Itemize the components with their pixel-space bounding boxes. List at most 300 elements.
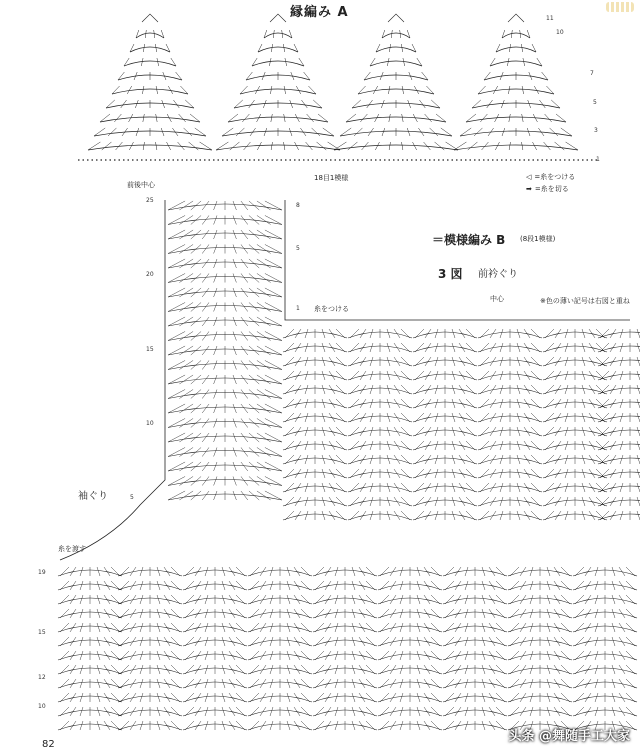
stitch-mark [415,413,424,422]
stitch-mark [507,58,509,66]
stitch-mark [60,623,69,632]
stitch-mark [352,581,355,590]
stitch-arc [370,61,422,66]
stitch-mark [517,441,520,450]
stitch-mark [171,693,180,702]
stitch-mark [269,58,271,66]
stitch-mark [241,201,248,210]
stitch-mark [350,399,359,408]
stitch-mark [620,511,623,520]
corner-logo [606,2,634,12]
stitch-mark [168,491,185,500]
stitch-mark [305,371,308,380]
stitch-mark [620,455,623,464]
stitch-mark [480,469,489,478]
stitch-mark [284,114,285,122]
stitch-mark [517,497,520,506]
stitch-mark [250,637,259,646]
stitch-mark [466,371,475,380]
stitch-mark [322,455,325,464]
stitch-mark [287,623,290,632]
stitch-mark [336,497,345,506]
picot-mark [388,14,404,22]
stitch-mark [154,30,155,38]
stitch-mark [366,623,375,632]
stitch-mark [565,371,568,380]
stitch-mark [301,665,310,674]
stitch-mark [370,343,373,352]
edge-row-number: 5 [593,99,597,106]
stitch-mark [270,581,273,590]
stitch-mark [466,441,475,450]
stitch-mark [415,511,424,520]
stitch-mark [322,427,325,436]
stitch-mark [265,491,282,500]
stitch-mark [214,419,217,428]
stitch-mark [435,497,438,506]
stitch-mark [241,303,248,312]
stitch-mark [415,371,424,380]
stitch-mark [222,707,225,716]
stitch-mark [352,623,355,632]
stitch-mark [500,385,503,394]
stitch-mark [350,357,359,366]
stitch-mark [561,665,570,674]
stitch-mark [380,679,389,688]
stitch-mark [582,469,585,478]
stitch-mark [80,651,83,660]
stitch-mark [522,142,523,150]
stitch-mark [205,609,208,618]
stitch-mark [413,142,417,150]
stitch-mark [417,665,420,674]
stitch-mark [202,477,209,486]
stitch-mark [241,448,248,457]
stitch-mark [531,371,540,380]
stitch-mark [336,455,345,464]
stitch-mark [205,581,208,590]
stitch-mark [257,462,271,471]
stitch-mark [582,483,585,492]
stitch-mark [482,693,485,702]
stitch-mark [380,581,389,590]
stitch-mark [626,609,635,618]
stitch-mark [157,679,160,688]
stitch-mark [168,230,185,239]
stitch-mark [530,665,533,674]
stitch-mark [415,357,424,366]
stitch-mark [401,511,410,520]
stitch-mark [612,623,615,632]
stitch-mark [241,317,248,326]
stitch-mark [233,216,236,225]
stitch-mark [171,581,180,590]
stitch-mark [431,721,440,730]
stitch-mark [257,390,271,399]
stitch-mark [575,651,584,660]
stitch-mark [545,343,554,352]
stitch-mark [431,679,440,688]
stitch-mark [400,567,403,576]
attach-yarn-icon: ◁ [526,173,532,181]
stitch-mark [168,448,185,457]
stitch-mark [335,721,338,730]
stitch-mark [596,399,605,408]
stitch-mark [403,58,405,66]
stitch-mark [380,707,389,716]
stitch-mark [305,427,308,436]
stitch-mark [380,721,389,730]
stitch-mark [565,497,568,506]
stitch-mark [111,651,120,660]
stitch-mark [466,357,475,366]
stitch-mark [600,357,609,366]
stitch-mark [265,303,282,312]
stitch-mark [214,201,217,210]
stitch-mark [114,114,121,122]
stitch-mark [431,693,440,702]
stitch-mark [547,567,550,576]
stitch-mark [214,390,217,399]
stitch-mark [60,721,69,730]
stitch-mark [452,469,455,478]
stitch-mark [265,462,282,471]
stitch-mark [530,609,533,618]
stitch-arc [376,47,416,52]
stitch-mark [350,441,359,450]
stitch-mark [157,651,160,660]
stitch-mark [287,609,290,618]
stitch-mark [480,357,489,366]
stitch-mark [250,567,259,576]
stitch-mark [545,427,554,436]
stitch-mark [595,665,598,674]
stitch-mark [533,142,537,150]
stitch-mark [250,651,259,660]
stitch-mark [620,497,623,506]
stitch-mark [547,581,550,590]
stitch-mark [322,441,325,450]
neckline-label: 前衿ぐり [478,269,518,280]
stitch-mark [257,317,271,326]
stitch-mark [466,399,475,408]
stitch-mark [222,567,225,576]
stitch-mark [387,357,390,366]
stitch-mark [431,651,440,660]
stitch-mark [402,86,404,94]
stitch-mark [466,469,475,478]
stitch-mark [222,581,225,590]
stitch-mark [171,707,180,716]
stitch-mark [335,651,338,660]
stitch-mark [140,637,143,646]
stitch-mark [222,609,225,618]
stitch-mark [179,317,193,326]
stitch-mark [80,637,83,646]
stitch-mark [582,455,585,464]
stitch-mark [530,693,533,702]
stitch-mark [350,329,359,338]
stitch-mark [301,637,310,646]
stitch-mark [366,609,375,618]
stitch-mark [466,343,475,352]
stitch-mark [322,399,325,408]
stitch-mark [189,142,199,150]
stitch-mark [387,511,390,520]
stitch-mark [233,303,236,312]
stitch-mark [354,128,362,136]
stitch-mark [140,609,143,618]
stitch-mark [322,483,325,492]
stitch-mark [202,216,209,225]
stitch-mark [596,343,605,352]
stitch-mark [202,332,209,341]
stitch-mark [97,679,100,688]
stitch-mark [335,707,338,716]
stitch-mark [370,385,373,394]
stitch-mark [465,651,468,660]
stitch-mark [173,100,179,108]
stitch-mark [140,721,143,730]
stitch-mark [500,329,503,338]
stitch-mark [322,497,325,506]
stitch-mark [233,433,236,442]
stitch-mark [465,623,468,632]
stitch-mark [370,329,373,338]
stitch-mark [285,511,294,520]
stitch-mark [400,651,403,660]
stitch-mark [145,30,146,38]
stitch-mark [620,371,623,380]
stitch-mark [80,581,83,590]
stitch-mark [545,511,554,520]
stitch-mark [452,427,455,436]
stitch-mark [285,455,294,464]
stitch-mark [435,329,438,338]
stitch-mark [305,497,308,506]
stitch-mark [509,44,510,52]
stitch-arc [130,47,170,52]
stitch-mark [575,567,584,576]
stitch-mark [417,707,420,716]
stitch-mark [111,707,120,716]
stitch-mark [265,419,282,428]
stitch-mark [387,329,390,338]
stitch-mark [205,623,208,632]
panel-right-row-number: 5 [296,245,300,252]
stitch-mark [545,455,554,464]
stitch-mark [214,245,217,254]
stitch-mark [162,100,165,108]
stitch-mark [575,637,584,646]
stitch-mark [509,142,510,150]
stitch-mark [287,707,290,716]
stitch-mark [97,721,100,730]
stitch-mark [402,114,403,122]
stitch-mark [205,567,208,576]
stitch-mark [445,693,454,702]
stitch-mark [480,427,489,436]
stitch-mark [596,511,605,520]
stitch-mark [241,404,248,413]
stitch-mark [387,58,389,66]
stitch-mark [401,483,410,492]
stitch-mark [401,343,410,352]
stitch-mark [387,441,390,450]
stitch-mark [301,100,307,108]
stitch-mark [241,230,248,239]
stitch-mark [80,665,83,674]
stitch-arc [502,33,530,38]
picot-mark [142,14,158,22]
stitch-mark [171,679,180,688]
panel-right-row-number: 1 [296,305,300,312]
stitch-mark [250,693,259,702]
stitch-mark [156,86,158,94]
stitch-mark [80,595,83,604]
stitch-mark [452,483,455,492]
stitch-mark [168,404,185,413]
stitch-mark [531,427,540,436]
stitch-mark [445,581,454,590]
stitch-mark [430,128,438,136]
stitch-mark [111,581,120,590]
stitch-mark [528,100,531,108]
stitch-mark [352,609,355,618]
stitch-mark [97,567,100,576]
stitch-mark [285,441,294,450]
stitch-mark [465,693,468,702]
stitch-mark [185,609,194,618]
body-row-number: 12 [38,674,46,681]
stitch-mark [452,497,455,506]
stitch-mark [517,371,520,380]
stitch-mark [480,399,489,408]
stitch-mark [336,427,345,436]
stitch-mark [179,332,193,341]
stitch-mark [352,679,355,688]
stitch-arc [358,89,434,94]
stitch-mark [322,343,325,352]
stitch-mark [575,609,584,618]
stitch-mark [80,567,83,576]
stitch-mark [250,595,259,604]
stitch-mark [445,595,454,604]
stitch-mark [547,595,550,604]
panel-row-number: 20 [146,271,154,278]
stitch-mark [202,361,209,370]
stitch-mark [500,469,503,478]
stitch-mark [171,567,180,576]
stitch-mark [157,623,160,632]
stitch-mark [474,128,482,136]
stitch-mark [466,385,475,394]
stitch-mark [496,693,505,702]
stitch-mark [510,707,519,716]
stitch-mark [620,413,623,422]
stitch-mark [370,455,373,464]
stitch-mark [312,128,320,136]
stitch-mark [600,427,609,436]
stitch-mark [561,609,570,618]
stitch-mark [612,679,615,688]
stitch-mark [565,343,568,352]
page-number: 82 [42,739,55,750]
stitch-mark [612,595,615,604]
stitch-mark [168,361,185,370]
stitch-mark [202,448,209,457]
stitch-mark [415,427,424,436]
stitch-mark [452,455,455,464]
stitch-mark [285,371,294,380]
stitch-mark [249,100,255,108]
stitch-mark [168,201,185,210]
stitch-mark [185,595,194,604]
stitch-mark [401,427,410,436]
stitch-mark [335,609,338,618]
stitch-mark [140,707,143,716]
stitch-mark [565,413,568,422]
stitch-mark [120,693,129,702]
stitch-mark [179,361,193,370]
stitch-mark [612,637,615,646]
stitch-mark [168,303,185,312]
stitch-mark [140,595,143,604]
stitch-mark [285,497,294,506]
stitch-mark [445,651,454,660]
stitch-mark [301,721,310,730]
stitch-mark [336,371,345,380]
stitch-mark [161,128,164,136]
stitch-mark [270,595,273,604]
stitch-mark [185,679,194,688]
stitch-mark [60,637,69,646]
stitch-mark [157,567,160,576]
stitch-mark [431,707,440,716]
stitch-mark [336,343,345,352]
stitch-mark [575,707,584,716]
stitch-mark [531,469,540,478]
stitch-mark [350,385,359,394]
stitch-mark [612,651,615,660]
stitch-mark [596,357,605,366]
stitch-mark [465,637,468,646]
stitch-mark [179,114,186,122]
stitch-mark [517,399,520,408]
stitch-arc [136,33,164,38]
stitch-mark [301,651,310,660]
edge-title: 縁編み A [290,5,349,20]
stitch-mark [287,637,290,646]
stitch-mark [265,448,282,457]
stitch-mark [80,679,83,688]
stitch-mark [108,128,116,136]
stitch-mark [400,609,403,618]
stitch-mark [120,567,129,576]
stitch-mark [600,469,609,478]
stitch-mark [435,469,438,478]
stitch-mark [452,385,455,394]
stitch-mark [120,637,129,646]
stitch-mark [222,679,225,688]
stitch-mark [350,455,359,464]
stitch-mark [495,142,499,150]
stitch-mark [387,427,390,436]
stitch-mark [596,427,605,436]
stitch-mark [136,128,139,136]
stitch-mark [257,491,271,500]
stitch-mark [417,637,420,646]
